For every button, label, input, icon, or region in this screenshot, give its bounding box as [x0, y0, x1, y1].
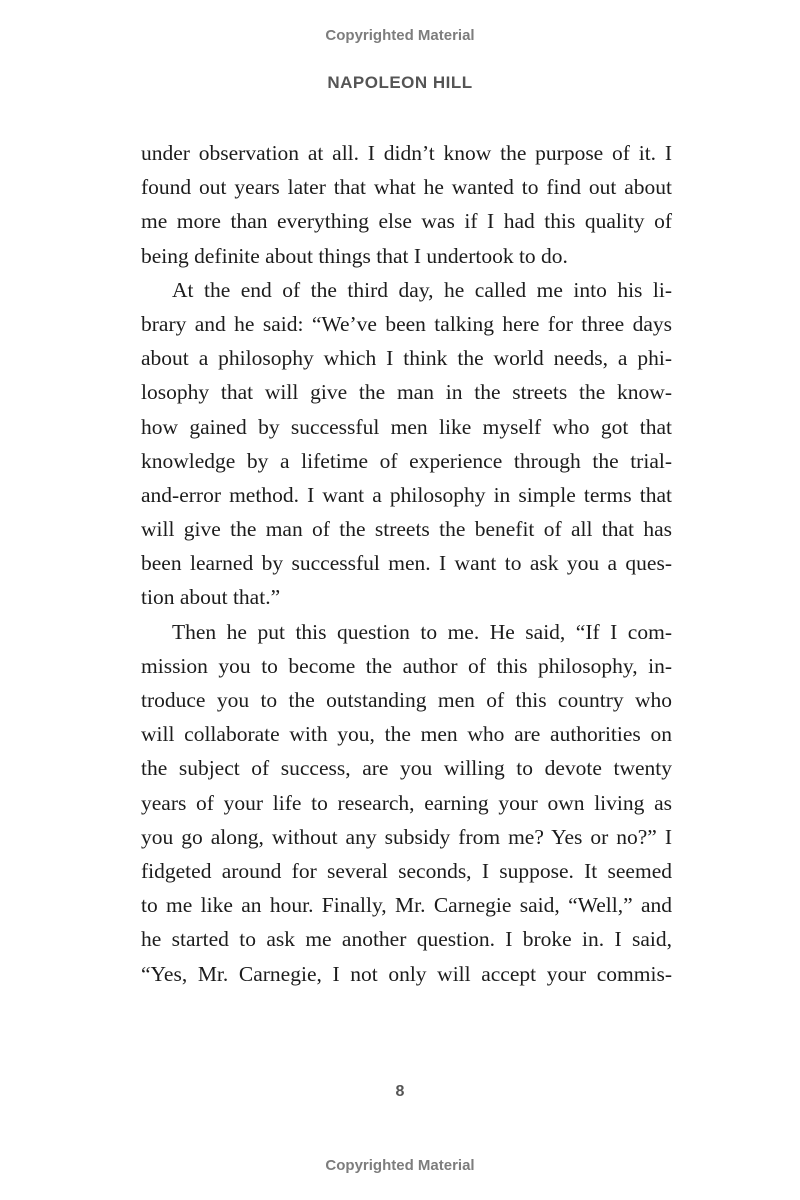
paragraph-first-line: At the end of the third day, he called me into his li-	[172, 277, 672, 302]
text-line: fidgeted around for several seconds, I suppose. It seemed	[141, 858, 672, 883]
text-line: under observation at all. I didn’t know the purpose of it. I	[141, 141, 672, 165]
text-line: will collaborate with you, the men who are authorities on	[141, 722, 672, 747]
text-line: losophy that will give the man in the streets the know-	[141, 380, 672, 405]
text-line: mission you to become the author of this philosophy, in-	[141, 653, 672, 678]
paragraph-first-line: Then he put this question to me. He said, “If I com-	[172, 619, 672, 644]
page-number: 8	[395, 1083, 405, 1100]
text-line: brary and he said: “We’ve been talking here for three days	[141, 311, 672, 336]
text-line: knowledge by a lifetime of experience through the trial-	[141, 448, 672, 473]
text-line: found out years later that what he wanted to find out about	[141, 175, 672, 200]
text-line: how gained by successful men like myself who got that	[141, 414, 672, 439]
text-line: and-error method. I want a philosophy in simple terms that	[141, 482, 672, 507]
copyright-watermark-top: Copyrighted Material	[325, 27, 475, 44]
text-line: “Yes, Mr. Carnegie, I not only will accept your commis-	[141, 961, 672, 986]
text-line: been learned by successful men. I want to ask you a ques-	[141, 551, 672, 576]
text-line: will give the man of the streets the benefit of all that has	[141, 517, 672, 542]
body-text	[141, 136, 672, 991]
text-line: the subject of success, are you willing to devote twenty	[141, 756, 672, 781]
text-line: he started to ask me another question. I broke in. I said,	[141, 927, 672, 952]
text-line: being definite about things that I undertook to do.	[141, 243, 568, 268]
text-line: to me like an hour. Finally, Mr. Carnegie said, “Well,” and	[141, 893, 672, 918]
text-line: me more than everything else was if I had this quality of	[141, 209, 672, 234]
text-line: about a philosophy which I think the world needs, a phi-	[141, 346, 672, 371]
text-line: tion about that.”	[141, 585, 281, 610]
text-line: you go along, without any subsidy from me? Yes or no?” I	[141, 824, 672, 849]
text-line: years of your life to research, earning your own living as	[141, 790, 672, 815]
copyright-watermark-bottom: Copyrighted Material	[325, 1157, 475, 1174]
running-head: NAPOLEON HILL	[327, 73, 473, 92]
text-line: troduce you to the outstanding men of this country who	[141, 688, 672, 712]
